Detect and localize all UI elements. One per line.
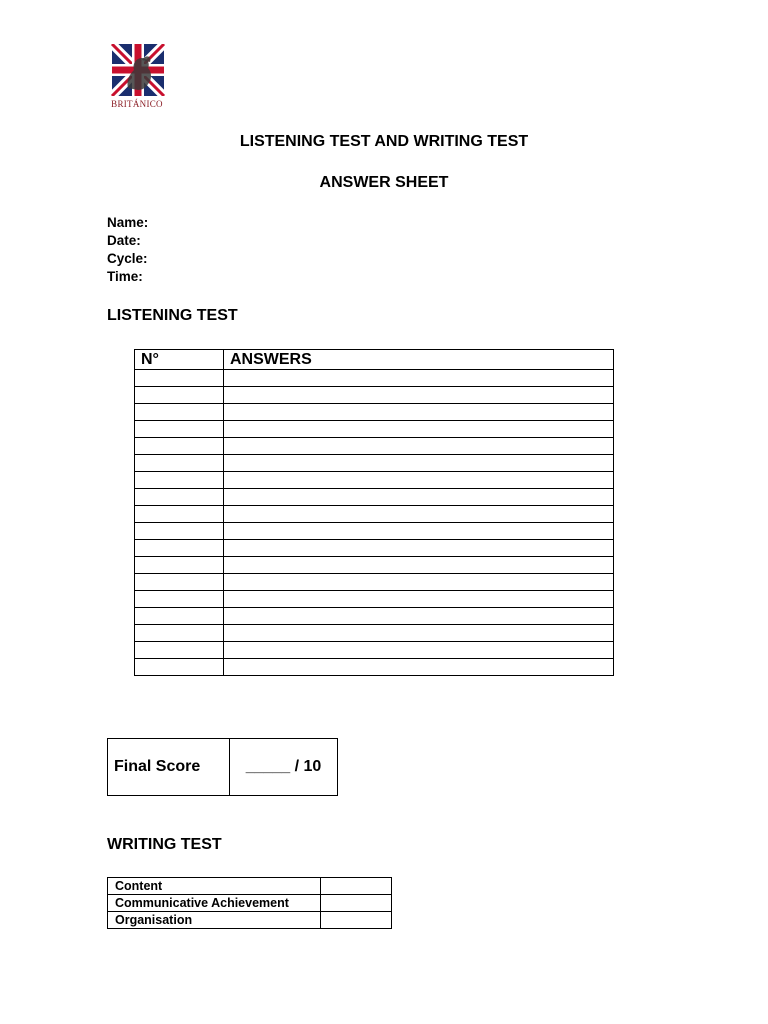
table-row	[135, 404, 614, 421]
final-score-box	[107, 738, 338, 796]
answer-cell[interactable]	[224, 625, 614, 642]
answer-cell[interactable]	[224, 608, 614, 625]
answer-cell[interactable]	[224, 574, 614, 591]
answer-cell[interactable]	[224, 455, 614, 472]
table-row	[135, 506, 614, 523]
answer-cell[interactable]	[224, 489, 614, 506]
answers-column-header: ANSWERS	[224, 350, 614, 370]
number-cell[interactable]	[135, 455, 224, 472]
table-row	[135, 659, 614, 676]
answer-cell[interactable]	[224, 387, 614, 404]
table-row	[135, 642, 614, 659]
page-subtitle: ANSWER SHEET	[319, 174, 449, 191]
number-cell[interactable]	[135, 557, 224, 574]
table-row	[135, 608, 614, 625]
table-row	[135, 523, 614, 540]
table-row	[108, 878, 392, 895]
answer-cell[interactable]	[224, 557, 614, 574]
answer-cell[interactable]	[224, 438, 614, 455]
number-cell[interactable]	[135, 574, 224, 591]
number-cell[interactable]	[135, 659, 224, 676]
table-row	[135, 489, 614, 506]
cycle-field-label: Cycle:	[107, 251, 148, 266]
criterion-score-cell[interactable]	[321, 895, 392, 912]
answer-cell[interactable]	[224, 642, 614, 659]
table-row	[135, 540, 614, 557]
number-cell[interactable]	[135, 438, 224, 455]
answer-cell[interactable]	[224, 523, 614, 540]
final-score-value: _____ / 10	[230, 739, 338, 796]
table-row	[108, 912, 392, 929]
answer-cell[interactable]	[224, 540, 614, 557]
number-cell[interactable]	[135, 404, 224, 421]
answer-cell[interactable]	[224, 506, 614, 523]
table-header-row	[135, 350, 614, 370]
table-row	[135, 370, 614, 387]
number-cell[interactable]	[135, 472, 224, 489]
criterion-label: Communicative Achievement	[108, 895, 321, 912]
table-row	[135, 438, 614, 455]
union-flag-lion-icon	[108, 44, 168, 96]
listening-answers-table	[134, 349, 614, 676]
logo-caption: BRITÁNICO	[111, 99, 163, 109]
time-field-label: Time:	[107, 269, 143, 284]
answer-rows	[135, 370, 614, 676]
table-row	[135, 591, 614, 608]
table-row	[135, 421, 614, 438]
number-column-header: N°	[135, 350, 224, 370]
answer-cell[interactable]	[224, 591, 614, 608]
table-row	[135, 557, 614, 574]
table-row	[135, 387, 614, 404]
number-cell[interactable]	[135, 523, 224, 540]
answer-cell[interactable]	[224, 472, 614, 489]
criterion-score-cell[interactable]	[321, 912, 392, 929]
table-row	[108, 895, 392, 912]
number-cell[interactable]	[135, 387, 224, 404]
writing-criteria-table	[107, 877, 392, 929]
final-score-label: Final Score	[108, 739, 230, 796]
criterion-score-cell[interactable]	[321, 878, 392, 895]
number-cell[interactable]	[135, 489, 224, 506]
answer-cell[interactable]	[224, 659, 614, 676]
number-cell[interactable]	[135, 608, 224, 625]
criterion-label: Content	[108, 878, 321, 895]
listening-heading: LISTENING TEST	[107, 307, 238, 324]
name-field-label: Name:	[107, 215, 149, 230]
table-row	[135, 574, 614, 591]
answer-cell[interactable]	[224, 404, 614, 421]
writing-heading: WRITING TEST	[107, 836, 222, 853]
number-cell[interactable]	[135, 370, 224, 387]
criterion-label: Organisation	[108, 912, 321, 929]
table-row	[135, 455, 614, 472]
number-cell[interactable]	[135, 642, 224, 659]
table-row	[135, 472, 614, 489]
table-row	[135, 625, 614, 642]
number-cell[interactable]	[135, 625, 224, 642]
answer-cell[interactable]	[224, 421, 614, 438]
number-cell[interactable]	[135, 591, 224, 608]
number-cell[interactable]	[135, 540, 224, 557]
date-field-label: Date:	[107, 233, 141, 248]
number-cell[interactable]	[135, 506, 224, 523]
number-cell[interactable]	[135, 421, 224, 438]
page-title: LISTENING TEST AND WRITING TEST	[239, 133, 529, 150]
answer-cell[interactable]	[224, 370, 614, 387]
